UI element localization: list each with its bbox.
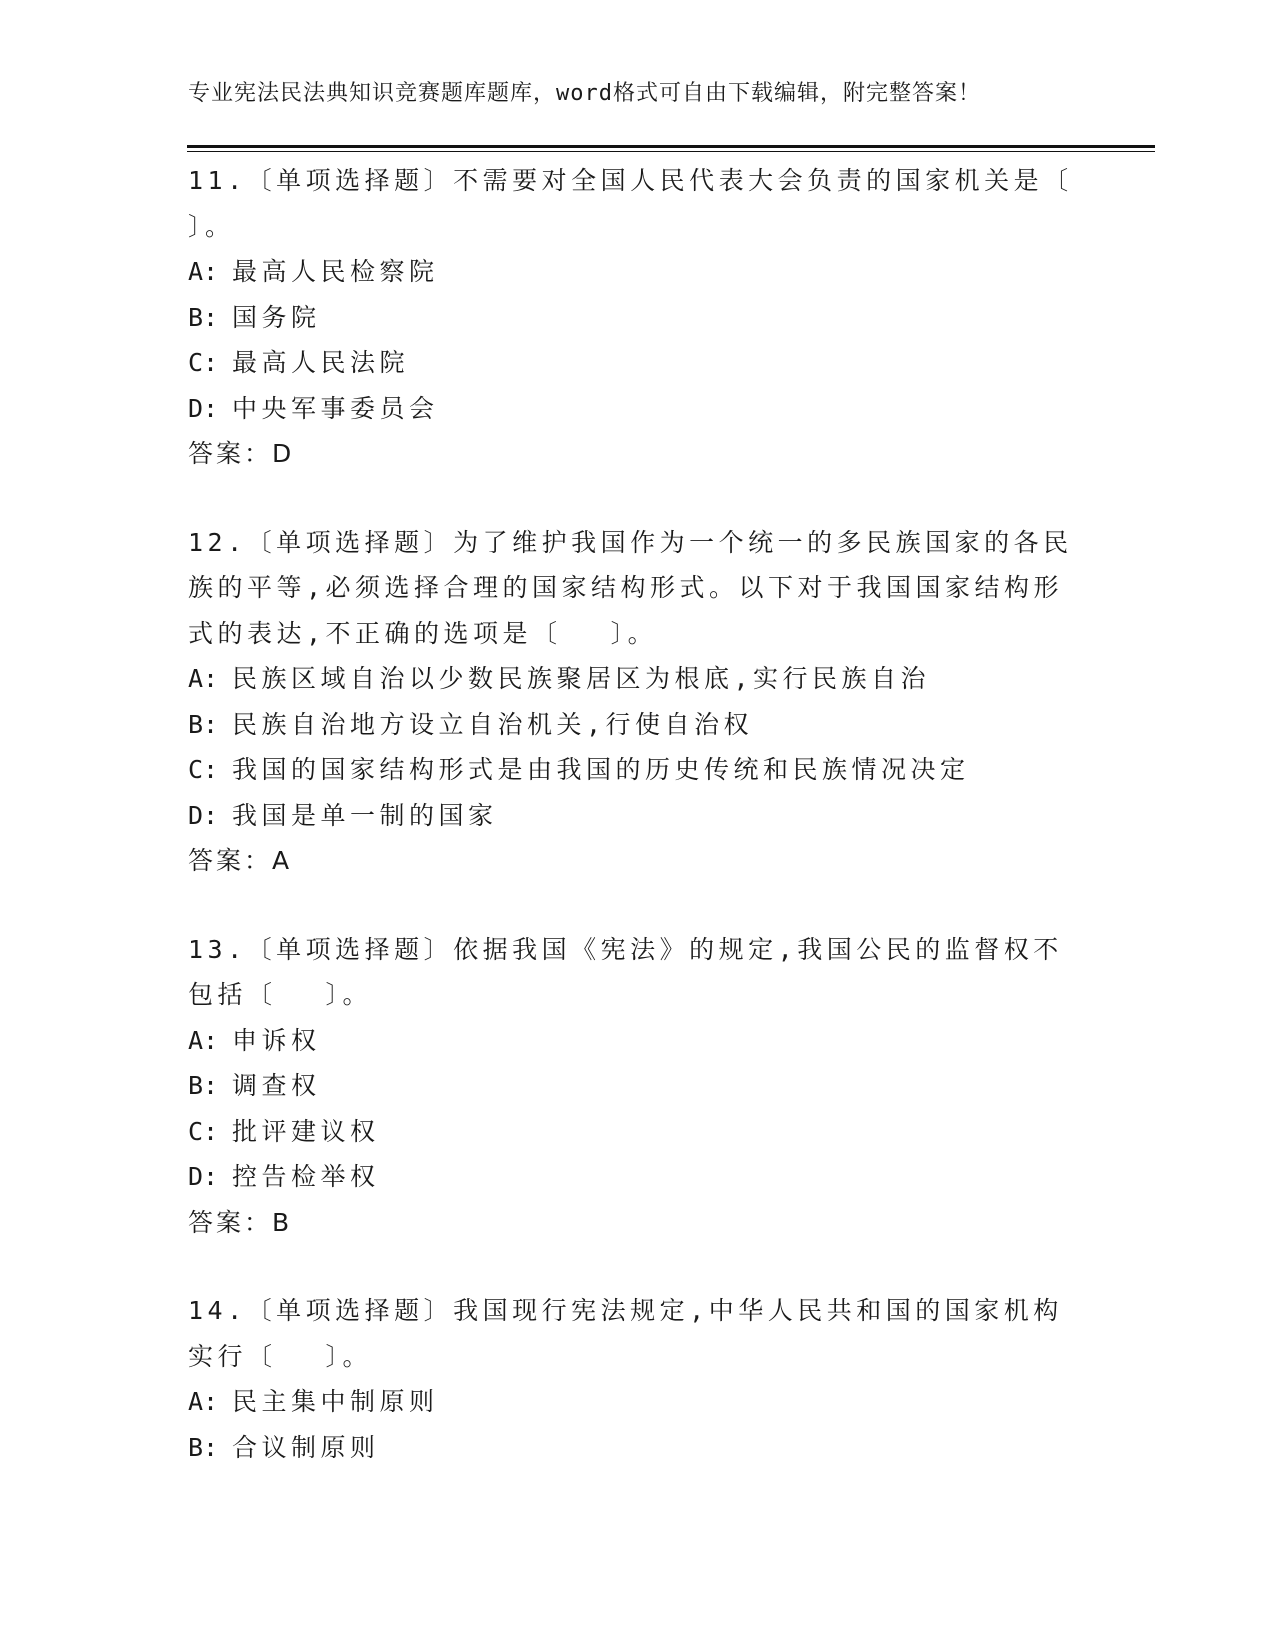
option-text: 我国是单一制的国家 [232, 800, 498, 830]
header-divider-thin [187, 151, 1155, 152]
option-letter: C: [188, 1116, 219, 1146]
question-list [188, 158, 1088, 1513]
option-letter: D: [188, 800, 219, 830]
option-letter: C: [188, 755, 219, 784]
page-header: 专业宪法民法典知识竞赛题库题库，word格式可自由下载编辑，附完整答案！ [188, 81, 981, 106]
option-c [188, 1109, 1088, 1155]
option-a [188, 656, 1088, 702]
option-letter: D: [188, 393, 219, 423]
option-text: 民族自治地方设立自治机关,行使自治权 [232, 709, 754, 739]
answer-line: 答案：A [188, 846, 293, 875]
option-text: 民族区域自治以少数民族聚居区为根底,实行民族自治 [232, 664, 931, 693]
header-divider-thick [187, 145, 1155, 148]
option-letter: D: [188, 1162, 219, 1191]
option-letter: A: [188, 664, 219, 693]
option-letter: B: [188, 302, 219, 332]
option-a [188, 1018, 1088, 1064]
option-b [188, 1063, 1088, 1109]
option-letter: C: [188, 348, 219, 377]
option-c [188, 340, 1088, 386]
option-text: 中央军事委员会 [232, 393, 439, 423]
option-text: 国务院 [232, 302, 321, 332]
option-letter: A: [188, 1387, 219, 1416]
option-text: 合议制原则 [232, 1432, 380, 1462]
question-11 [188, 158, 1088, 477]
option-text: 申诉权 [232, 1025, 321, 1055]
option-d [188, 793, 1088, 839]
question-12 [188, 520, 1088, 884]
option-letter: A: [188, 257, 219, 286]
option-b [188, 1425, 1088, 1471]
option-text: 民主集中制原则 [232, 1387, 439, 1416]
question-stem: 11.〔单项选择题〕不需要对全国人民代表大会负责的国家机关是〔 〕。 [188, 166, 1073, 241]
question-stem: 12.〔单项选择题〕为了维护我国作为一个统一的多民族国家的各民族的平等,必须选择合理的国家结构形式。以下对于我国国家结构形式的表达,不正确的选项是〔 〕。 [188, 527, 1073, 648]
option-text: 调查权 [232, 1071, 321, 1100]
answer-line: 答案：D [188, 439, 295, 468]
option-letter: B: [188, 1432, 219, 1462]
question-stem: 14.〔单项选择题〕我国现行宪法规定,中华人民共和国的国家机构实行〔 〕。 [188, 1296, 1063, 1371]
option-d [188, 386, 1088, 432]
option-b [188, 702, 1088, 748]
option-letter: A: [188, 1025, 219, 1055]
option-c [188, 747, 1088, 793]
option-text: 我国的国家结构形式是由我国的历史传统和民族情况决定 [232, 755, 970, 784]
option-text: 最高人民检察院 [232, 257, 439, 286]
option-text: 最高人民法院 [232, 348, 410, 377]
question-13 [188, 927, 1088, 1246]
answer-line: 答案：B [188, 1207, 293, 1237]
option-d [188, 1154, 1088, 1200]
option-text: 控告检举权 [232, 1162, 380, 1191]
option-text: 批评建议权 [232, 1116, 380, 1146]
question-14 [188, 1288, 1088, 1470]
option-letter: B: [188, 1071, 219, 1100]
option-b [188, 295, 1088, 341]
question-stem: 13.〔单项选择题〕依据我国《宪法》的规定,我国公民的监督权不包括〔 〕。 [188, 934, 1063, 1009]
option-a [188, 249, 1088, 295]
option-letter: B: [188, 709, 219, 739]
option-a [188, 1379, 1088, 1425]
